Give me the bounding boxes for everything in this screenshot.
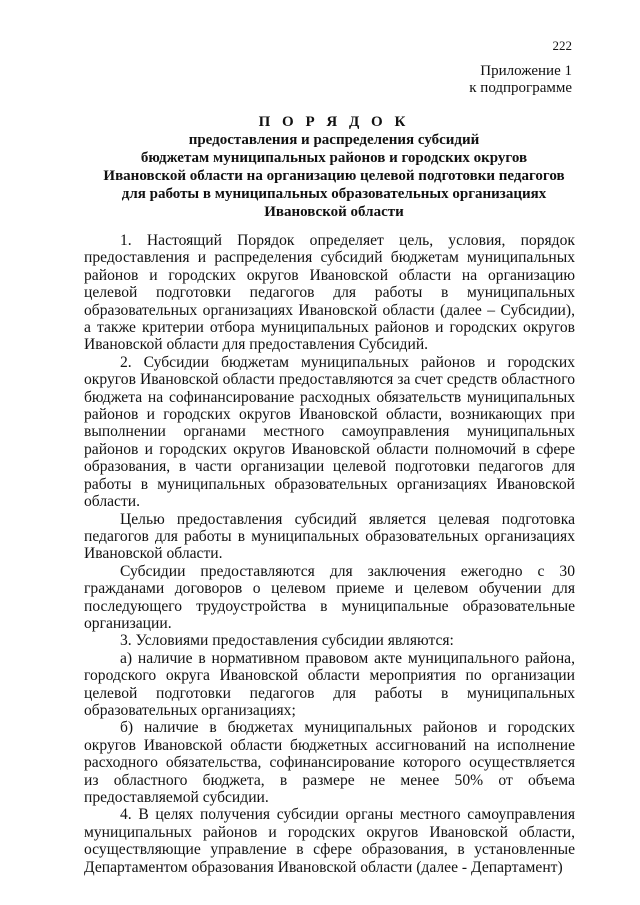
paragraph: 2. Субсидии бюджетам муниципальных районов и городских округов Ивановской области предоставляются за счет средств областного бюджета на софинансирование расходных обязательств муниципальных районов и городских округов Ивановской области, возникающих при выполнении органами местного самоуправления муниципальных районов и городских округов Ивановской области полномочий в сфере образования, в части организации целевой подготовки педагогов для работы в муниципальных образовательных организациях Ивановской области.	[84, 353, 575, 511]
document-body	[84, 232, 575, 876]
paragraph: Целью предоставления субсидий является целевая подготовка педагогов для работы в муниципальных образовательных организациях Ивановской области.	[84, 510, 575, 563]
page-number: 222	[552, 38, 572, 53]
title-line-1: предоставления и распределения субсидий	[188, 132, 480, 148]
paragraph: б) наличие в бюджетах муниципальных районов и городских округов Ивановской области бюджетных ассигнований на исполнение расходного обязательства, софинансирование которого осуществляется из областного бюджета, в размере не менее 50% от объема предоставляемой субсидии.	[84, 719, 575, 806]
title-line-3: Ивановской области на организацию целевой подготовки педагогов	[103, 168, 565, 184]
document-title	[84, 113, 584, 221]
title-line-4: для работы в муниципальных образовательных организациях	[121, 186, 547, 202]
appendix-line-2: к подпрограмме	[469, 80, 572, 96]
appendix-line-1: Приложение 1	[480, 63, 572, 79]
paragraph: а) наличие в нормативном правовом акте муниципального района, городского округа Ивановской области мероприятия по организации целевой подготовки педагогов для работы в муниципальных образовательных организациях;	[84, 649, 575, 719]
title-line-2: бюджетам муниципальных районов и городских округов	[140, 150, 528, 166]
paragraph: Субсидии предоставляются для заключения ежегодно с 30 гражданами договоров о целевом приеме и целевом обучении для последующего трудоустройства в муниципальные образовательные организации.	[84, 562, 575, 632]
appendix-reference	[469, 63, 572, 97]
paragraph: 4. В целях получения субсидии органы местного самоуправления муниципальных районов и городских округов Ивановской области, осуществляющие управление в сфере образования, в установленные Департаментом образования Ивановской области (далее - Департамент)	[84, 806, 575, 876]
paragraph: 1. Настоящий Порядок определяет цель, условия, порядок предоставления и распределения субсидий бюджетам муниципальных районов и городских округов Ивановской области на организацию целевой подготовки педагогов для работы в муниципальных образовательных организациях Ивановской области (далее – Субсидии), а также критерии отбора муниципальных районов и городских округов Ивановской области для предоставления Субсидий.	[84, 232, 575, 354]
title-line-5: Ивановской области	[264, 204, 404, 220]
title-heading: П О Р Я Д О К	[258, 114, 410, 130]
paragraph: 3. Условиями предоставления субсидии являются:	[120, 632, 454, 650]
